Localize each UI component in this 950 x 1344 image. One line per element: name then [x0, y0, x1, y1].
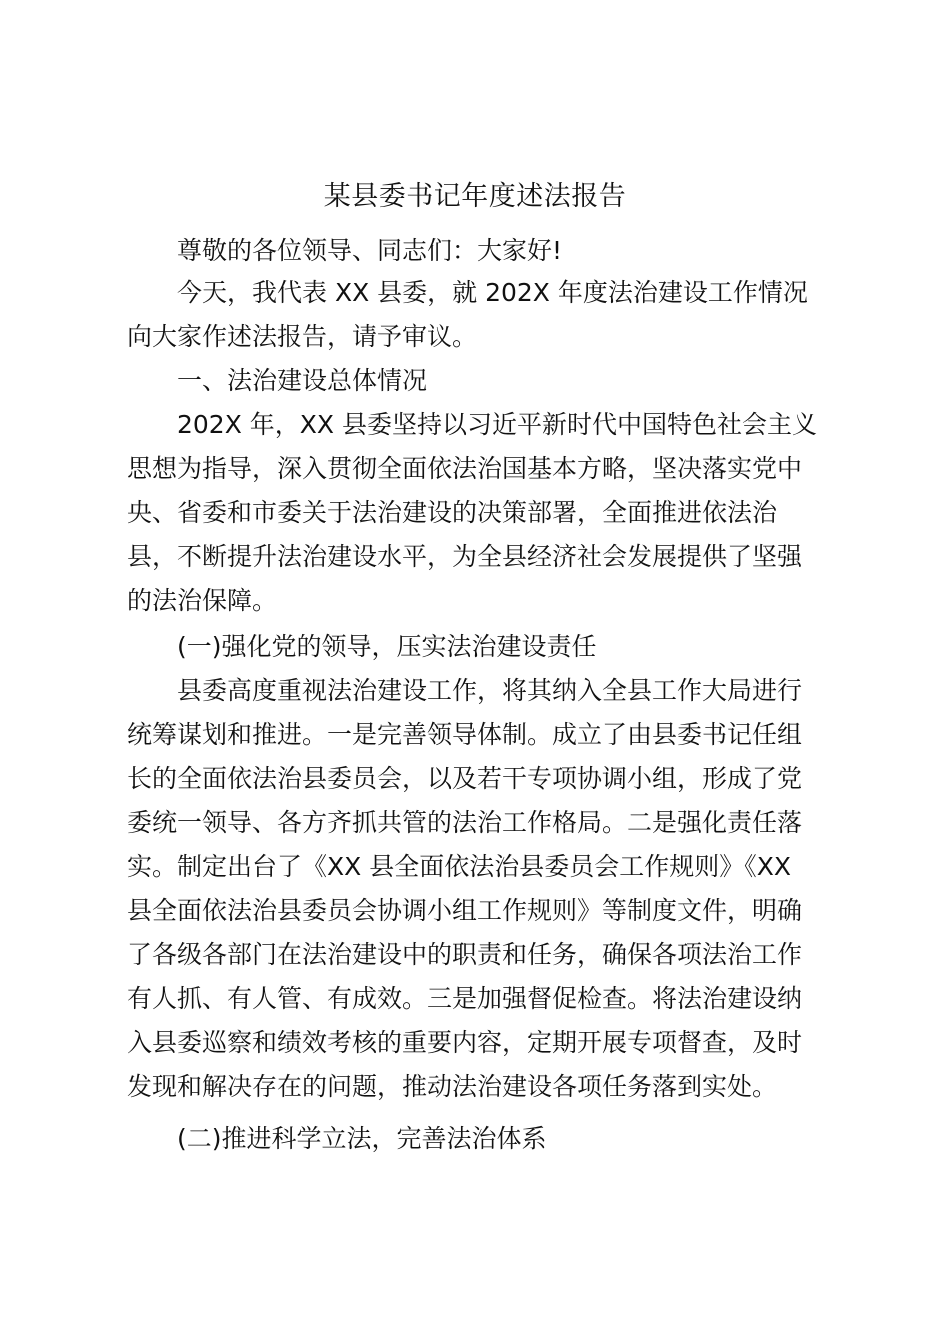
- body-line: 思想为指导，深入贯彻全面依法治国基本方略，坚决落实党中: [127, 454, 803, 483]
- body-line: 了各级各部门在法治建设中的职责和任务，确保各项法治工作: [127, 940, 803, 969]
- body-line: 的法治保障。: [127, 586, 278, 615]
- subsection-heading: (二)推进科学立法，完善法治体系: [177, 1124, 547, 1153]
- body-line: 202X 年，XX 县委坚持以习近平新时代中国特色社会主义: [177, 410, 817, 439]
- body-line: 有人抓、有人管、有成效。三是加强督促检查。将法治建设纳: [127, 984, 803, 1013]
- body-line: 央、省委和市委关于法治建设的决策部署，全面推进依法治: [127, 498, 778, 527]
- body-line: 发现和解决存在的问题，推动法治建设各项任务落到实处。: [127, 1072, 778, 1101]
- body-line: 今天，我代表 XX 县委，就 202X 年度法治建设工作情况: [177, 278, 808, 307]
- body-line: 县全面依法治县委员会协调小组工作规则》等制度文件，明确: [127, 896, 803, 925]
- body-line: 实。制定出台了《XX 县全面依法治县委员会工作规则》《XX: [127, 852, 791, 881]
- salutation: 尊敬的各位领导、同志们：大家好!: [177, 236, 563, 265]
- section-heading: 一、法治建设总体情况: [177, 366, 428, 395]
- body-line: 入县委巡察和绩效考核的重要内容，定期开展专项督查，及时: [127, 1028, 803, 1057]
- body-line: 向大家作述法报告，请予审议。: [127, 322, 478, 351]
- body-line: 县，不断提升法治建设水平，为全县经济社会发展提供了坚强: [127, 542, 803, 571]
- body-line: 长的全面依法治县委员会，以及若干专项协调小组，形成了党: [127, 764, 803, 793]
- document-title: 某县委书记年度述法报告: [323, 181, 627, 212]
- subsection-heading: (一)强化党的领导，压实法治建设责任: [177, 632, 597, 661]
- body-line: 委统一领导、各方齐抓共管的法治工作格局。二是强化责任落: [127, 808, 803, 837]
- body-line: 统筹谋划和推进。一是完善领导体制。成立了由县委书记任组: [127, 720, 803, 749]
- body-line: 县委高度重视法治建设工作，将其纳入全县工作大局进行: [177, 676, 803, 705]
